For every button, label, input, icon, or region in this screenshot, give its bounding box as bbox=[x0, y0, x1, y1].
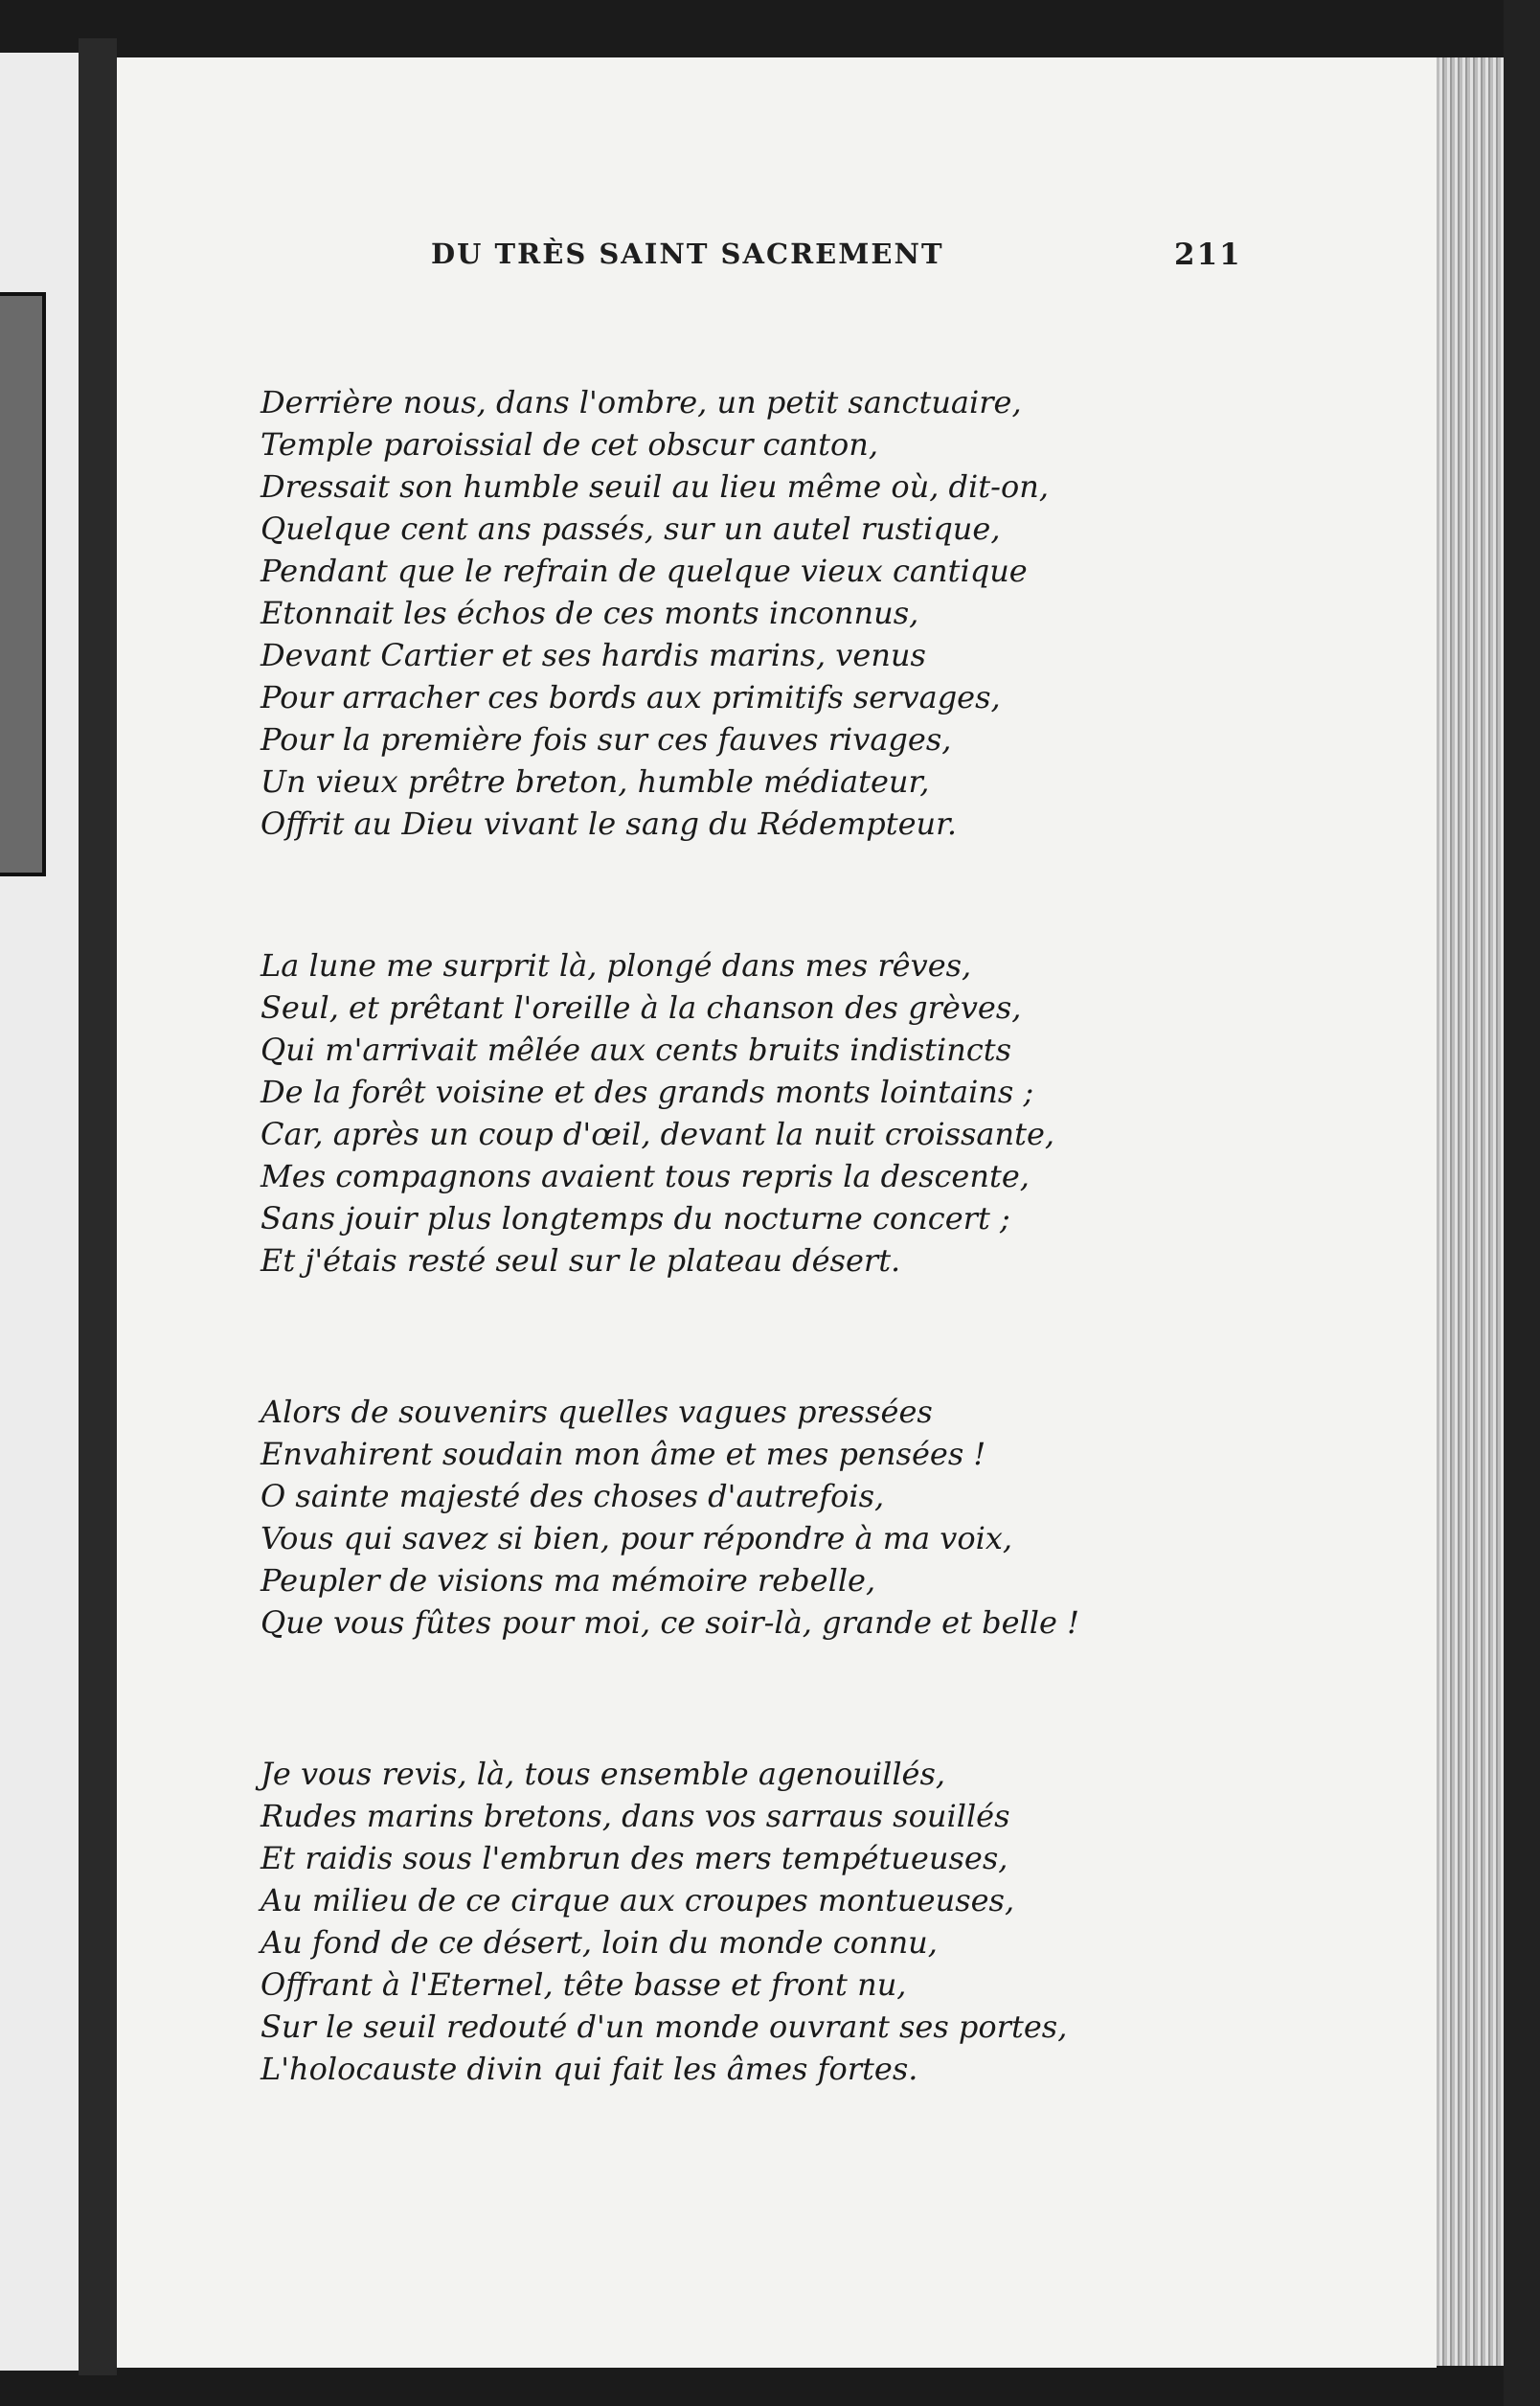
verse-line: Un vieux prêtre breton, humble médiateur, bbox=[260, 763, 930, 800]
stanza-1 bbox=[260, 381, 1228, 845]
verse-line: Et j'étais resté seul sur le plateau désert. bbox=[260, 1242, 901, 1279]
facing-page-edge bbox=[0, 53, 79, 2371]
verse-line: Dressait son humble seuil au lieu même où, dit-on, bbox=[260, 468, 1049, 505]
page-block-edges bbox=[1437, 57, 1504, 2366]
verse-line: Pendant que le refrain de quelque vieux cantique bbox=[260, 553, 1028, 589]
scan-background bbox=[1504, 0, 1540, 2406]
verse-line: Derrière nous, dans l'ombre, un petit sanctuaire, bbox=[260, 384, 1022, 420]
verse-line: De la forêt voisine et des grands monts lointains ; bbox=[260, 1074, 1034, 1110]
running-title: DU TRÈS SAINT SACREMENT bbox=[431, 238, 944, 270]
facing-page-plate-image bbox=[0, 292, 46, 876]
verse-line: Sur le seuil redouté d'un monde ouvrant ses portes, bbox=[260, 2009, 1068, 2045]
book-gutter bbox=[79, 38, 117, 2375]
verse-line: Rudes marins bretons, dans vos sarraus souillés bbox=[260, 1798, 1010, 1834]
verse-line: Qui m'arrivait mêlée aux cents bruits indistincts bbox=[260, 1032, 1012, 1068]
verse-line: Envahirent soudain mon âme et mes pensées ! bbox=[260, 1436, 986, 1472]
stanza-3 bbox=[260, 1391, 1228, 1644]
verse-line: Devant Cartier et ses hardis marins, venus bbox=[260, 637, 926, 673]
verse-line: Car, après un coup d'œil, devant la nuit croissante, bbox=[260, 1116, 1055, 1152]
page-number: 211 bbox=[1174, 238, 1242, 272]
verse-line: Offrit au Dieu vivant le sang du Rédempteur. bbox=[260, 806, 958, 842]
verse-line: O sainte majesté des choses d'autrefois, bbox=[260, 1478, 885, 1514]
verse-line: Etonnait les échos de ces monts inconnus, bbox=[260, 595, 919, 631]
verse-line: La lune me surprit là, plongé dans mes rêves, bbox=[260, 947, 972, 984]
verse-line: Alors de souvenirs quelles vagues pressées bbox=[260, 1394, 933, 1430]
verse-line: Pour la première fois sur ces fauves rivages, bbox=[260, 721, 952, 758]
verse-line: Que vous fûtes pour moi, ce soir-là, grande et belle ! bbox=[260, 1604, 1079, 1641]
verse-line: Quelque cent ans passés, sur un autel rustique, bbox=[260, 511, 1001, 547]
verse-line: Offrant à l'Eternel, tête basse et front nu, bbox=[260, 1966, 907, 2003]
verse-line: Et raidis sous l'embrun des mers tempétueuses, bbox=[260, 1840, 1008, 1876]
verse-line: Peupler de visions ma mémoire rebelle, bbox=[260, 1562, 876, 1599]
verse-line: Temple paroissial de cet obscur canton, bbox=[260, 426, 879, 463]
verse-line: Au fond de ce désert, loin du monde connu, bbox=[260, 1924, 938, 1961]
verse-line: Pour arracher ces bords aux primitifs servages, bbox=[260, 679, 1001, 715]
verse-line: L'holocauste divin qui fait les âmes fortes. bbox=[260, 2051, 918, 2087]
verse-line: Au milieu de ce cirque aux croupes montueuses, bbox=[260, 1882, 1015, 1918]
verse-line: Mes compagnons avaient tous repris la descente, bbox=[260, 1158, 1030, 1194]
verse-line: Sans jouir plus longtemps du nocturne concert ; bbox=[260, 1200, 1010, 1237]
stanza-4 bbox=[260, 1753, 1228, 2090]
stanza-2 bbox=[260, 944, 1228, 1282]
verse-line: Je vous revis, là, tous ensemble agenouillés, bbox=[260, 1756, 946, 1792]
verse-line: Seul, et prêtant l'oreille à la chanson des grèves, bbox=[260, 989, 1022, 1026]
verse-line: Vous qui savez si bien, pour répondre à ma voix, bbox=[260, 1520, 1013, 1556]
